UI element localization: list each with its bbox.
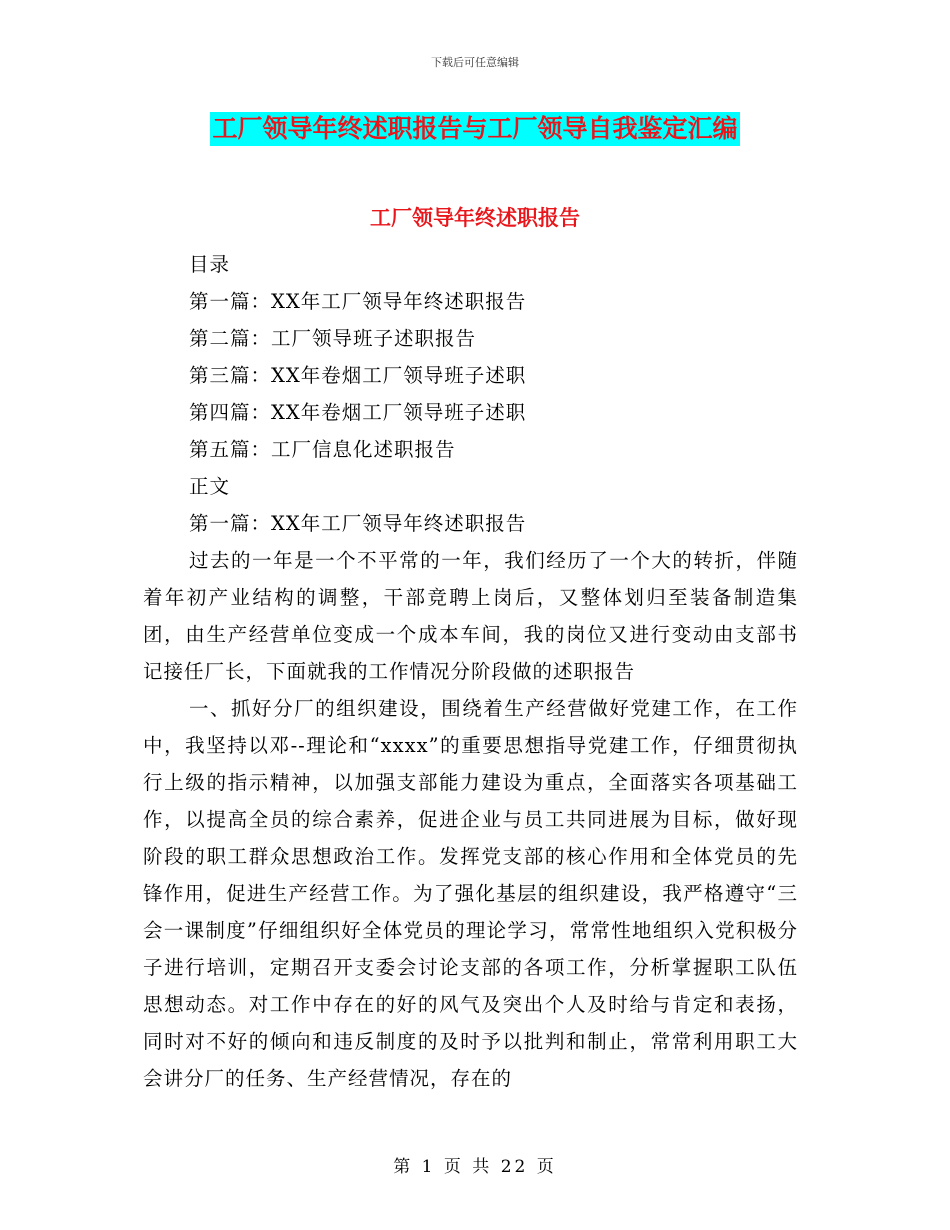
page-number: 第 1 页 共 22 页 <box>393 1157 557 1177</box>
main-title <box>0 112 950 146</box>
section-title: 第一篇：XX年工厂领导年终述职报告 <box>189 512 527 535</box>
paragraph: 一、抓好分厂的组织建设，围绕着生产经营做好党建工作，在工作中，我坚持以邓--理论和“xxxx”的重要思想指导党建工作，仔细贯彻执行上级的指示精神，以加强支部能力建设为重点，全面落实各项基础工作，以提高全员的综合素养，促进企业与员工共同进展为目标，做好现阶段的职工群众思想政治工作。发挥党支部的核心作用和全体党员的先锋作用，促进生产经营工作。为了强化基层的组织建设，我严格遵守“三会一课制度”仔细组织好全体党员的理论学习，常常性地组织入党积极分子进行培训，定期召开支委会讨论支部的各项工作，分析掌握职工队伍思想动态。对工作中存在的好的风气及突出个人及时给与肯定和表扬，同时对不好的倾向和违反制度的及时予以批判和制止，常常利用职工大会讲分厂的任务、生产经营情况，存在的 <box>143 697 798 1090</box>
toc-item: 第四篇：XX年卷烟工厂领导班子述职 <box>189 401 527 424</box>
toc-item: 第三篇：XX年卷烟工厂领导班子述职 <box>189 364 527 387</box>
toc-heading: 目录 <box>189 253 231 276</box>
paragraph: 过去的一年是一个不平常的一年，我们经历了一个大的转折，伴随着年初产业结构的调整，干部竞聘上岗后，又整体划归至装备制造集团，由生产经营单位变成一个成本车间，我的岗位又进行变动由支部书记接任厂长，下面就我的工作情况分阶段做的述职报告 <box>143 549 798 683</box>
toc-item: 第一篇：XX年工厂领导年终述职报告 <box>189 290 527 313</box>
toc-item: 第二篇：工厂领导班子述职报告 <box>189 327 477 350</box>
document-body <box>143 246 798 1097</box>
body-heading: 正文 <box>189 475 231 498</box>
sub-title: 工厂领导年终述职报告 <box>370 206 580 230</box>
main-title-text: 工厂领导年终述职报告与工厂领导自我鉴定汇编 <box>210 112 739 146</box>
toc-item: 第五篇：工厂信息化述职报告 <box>189 438 456 461</box>
header-note: 下载后可任意编辑 <box>431 56 519 69</box>
